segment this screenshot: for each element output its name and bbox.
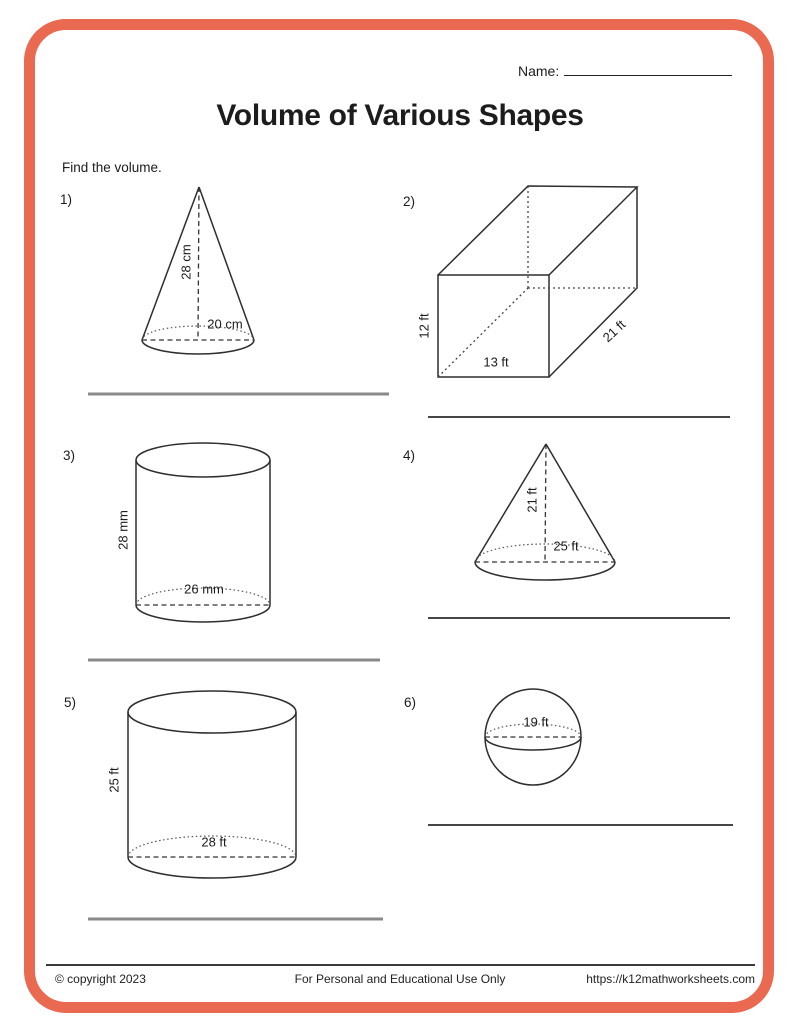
prism-width-label: 13 ft xyxy=(483,354,509,370)
problem-4-cone-figure xyxy=(475,444,615,580)
footer-copyright: © copyright 2023 xyxy=(55,972,146,986)
cone-4-height-line xyxy=(545,444,546,562)
cylinder-5-diameter-label: 28 ft xyxy=(201,834,227,850)
problem-4-number: 4) xyxy=(403,448,416,463)
cone-4-diameter-label: 25 ft xyxy=(553,538,579,554)
problem-2-number: 2) xyxy=(403,194,416,209)
cylinder-3-height-label: 28 mm xyxy=(115,510,131,550)
cone-1-height-line xyxy=(198,187,199,340)
sphere-diameter-label: 19 ft xyxy=(523,714,549,730)
cone-1-height-label: 28 cm xyxy=(178,244,194,280)
page-title: Volume of Various Shapes xyxy=(216,99,584,132)
cone-1-radius-label: 20 cm xyxy=(207,316,243,332)
problem-5-cylinder-figure xyxy=(128,691,296,878)
problem-3-number: 3) xyxy=(63,448,76,463)
prism-depth-label: 21 ft xyxy=(599,316,629,346)
cone-4-height-label: 21 ft xyxy=(524,487,540,513)
prism-height-label: 12 ft xyxy=(416,313,432,339)
footer-url: https://k12mathworksheets.com xyxy=(586,972,755,986)
footer-usage: For Personal and Educational Use Only xyxy=(294,972,506,986)
problem-2-prism-figure xyxy=(438,186,637,377)
problem-6-number: 6) xyxy=(404,695,417,710)
name-label: Name: xyxy=(518,63,560,79)
instruction-text: Find the volume. xyxy=(62,160,162,175)
problem-5-number: 5) xyxy=(64,695,77,710)
problem-6-sphere-figure xyxy=(485,689,581,785)
problem-1-number: 1) xyxy=(60,192,73,207)
footer-divider xyxy=(46,964,755,966)
cylinder-3-diameter-label: 26 mm xyxy=(184,581,224,597)
cylinder-5-height-label: 25 ft xyxy=(106,767,122,793)
